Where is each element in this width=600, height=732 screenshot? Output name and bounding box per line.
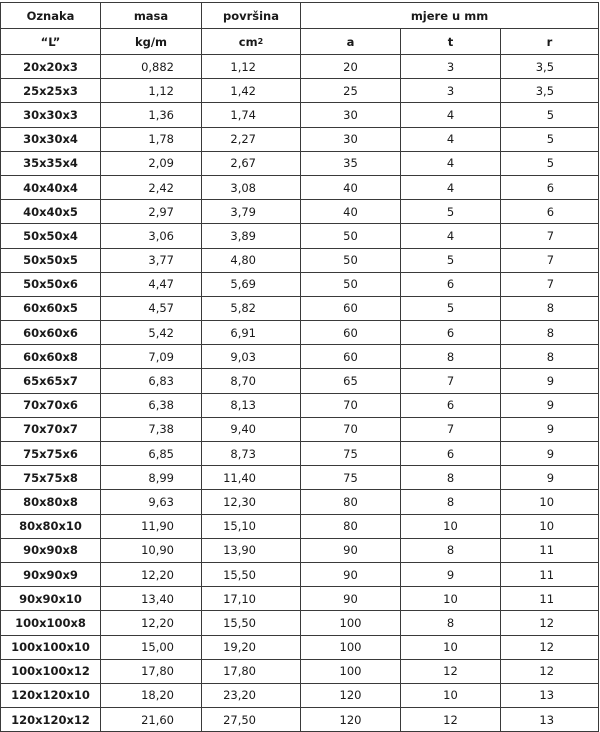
cell-r: 8 [501,345,599,369]
table-row [1,659,599,683]
cell-oznaka: 60x60x8 [1,345,101,369]
table-row [1,248,599,272]
cell-oznaka: 120x120x10 [1,683,101,707]
cell-oznaka: 120x120x12 [1,708,101,732]
cell-masa: 3,06 [101,224,202,248]
table-body [1,55,599,732]
cell-r: 12 [501,659,599,683]
cell-t: 8 [401,345,501,369]
cell-povrsina: 11,40 [202,466,301,490]
header-row-2 [1,29,599,55]
cell-a: 30 [301,103,401,127]
cell-povrsina: 3,79 [202,200,301,224]
cell-povrsina: 5,82 [202,296,301,320]
header-masa: masa [101,3,202,29]
cell-masa: 12,20 [101,611,202,635]
cell-a: 75 [301,442,401,466]
cell-r: 13 [501,683,599,707]
table-row [1,708,599,732]
cell-oznaka: 50x50x5 [1,248,101,272]
table-row [1,466,599,490]
cell-t: 4 [401,224,501,248]
table-row [1,175,599,199]
cell-t: 4 [401,103,501,127]
header-povrsina: površina [202,3,301,29]
table-row [1,635,599,659]
table-row [1,538,599,562]
cell-t: 10 [401,514,501,538]
cell-masa: 4,47 [101,272,202,296]
table-row [1,587,599,611]
cell-oznaka: 65x65x7 [1,369,101,393]
cell-r: 8 [501,296,599,320]
cell-r: 11 [501,587,599,611]
cell-povrsina: 1,12 [202,55,301,79]
cell-r: 9 [501,417,599,441]
cell-povrsina: 1,42 [202,79,301,103]
cell-oznaka: 80x80x10 [1,514,101,538]
cell-r: 5 [501,151,599,175]
table-row [1,490,599,514]
table-row [1,393,599,417]
cell-masa: 4,57 [101,296,202,320]
cell-masa: 2,09 [101,151,202,175]
cell-a: 30 [301,127,401,151]
cell-oznaka: 30x30x3 [1,103,101,127]
cell-r: 6 [501,175,599,199]
cell-oznaka: 70x70x6 [1,393,101,417]
cell-masa: 13,40 [101,587,202,611]
cell-povrsina: 3,89 [202,224,301,248]
table-row [1,79,599,103]
header-row-1 [1,3,599,29]
cell-masa: 7,09 [101,345,202,369]
cell-oznaka: 60x60x6 [1,321,101,345]
cell-masa: 18,20 [101,683,202,707]
header-povrsina-unit [202,29,301,55]
cell-masa: 0,882 [101,55,202,79]
cell-oznaka: 90x90x10 [1,587,101,611]
cell-povrsina: 4,80 [202,248,301,272]
unit-cm: cm [238,34,258,49]
cell-r: 8 [501,321,599,345]
cell-masa: 6,38 [101,393,202,417]
cell-povrsina: 12,30 [202,490,301,514]
cell-oznaka: 90x90x8 [1,538,101,562]
table-row [1,321,599,345]
cell-r: 3,5 [501,55,599,79]
cell-oznaka: 90x90x9 [1,562,101,586]
unit-exponent: 2 [257,36,264,46]
cell-masa: 1,78 [101,127,202,151]
cell-masa: 1,12 [101,79,202,103]
cell-povrsina: 3,08 [202,175,301,199]
cell-povrsina: 6,91 [202,321,301,345]
header-mjere-group: mjere u mm [301,3,599,29]
cell-r: 7 [501,224,599,248]
cell-povrsina: 23,20 [202,683,301,707]
cell-r: 11 [501,562,599,586]
cell-masa: 21,60 [101,708,202,732]
cell-t: 5 [401,296,501,320]
cell-masa: 11,90 [101,514,202,538]
cell-a: 100 [301,659,401,683]
cell-t: 5 [401,200,501,224]
cell-oznaka: 100x100x10 [1,635,101,659]
cell-r: 5 [501,127,599,151]
cell-povrsina: 8,13 [202,393,301,417]
cell-t: 3 [401,55,501,79]
cell-masa: 2,42 [101,175,202,199]
table-row [1,272,599,296]
cell-a: 40 [301,200,401,224]
table-row [1,417,599,441]
cell-t: 6 [401,321,501,345]
cell-a: 80 [301,514,401,538]
cell-t: 6 [401,442,501,466]
cell-r: 9 [501,393,599,417]
cell-masa: 8,99 [101,466,202,490]
table-row [1,369,599,393]
cell-povrsina: 19,20 [202,635,301,659]
cell-a: 90 [301,538,401,562]
cell-a: 50 [301,224,401,248]
cell-povrsina: 27,50 [202,708,301,732]
table-row [1,151,599,175]
header-t: t [401,29,501,55]
profile-table [0,2,599,732]
cell-t: 10 [401,635,501,659]
cell-t: 4 [401,151,501,175]
cell-t: 6 [401,393,501,417]
cell-masa: 7,38 [101,417,202,441]
cell-a: 80 [301,490,401,514]
cell-t: 4 [401,175,501,199]
cell-povrsina: 1,74 [202,103,301,127]
table-row [1,442,599,466]
cell-a: 65 [301,369,401,393]
cell-povrsina: 9,40 [202,417,301,441]
table-row [1,224,599,248]
cell-a: 35 [301,151,401,175]
cell-oznaka: 50x50x4 [1,224,101,248]
cell-povrsina: 2,67 [202,151,301,175]
cell-t: 8 [401,466,501,490]
header-oznaka-l: “L” [1,29,101,55]
cell-oznaka: 75x75x8 [1,466,101,490]
cell-a: 90 [301,562,401,586]
header-masa-unit: kg/m [101,29,202,55]
table-header [1,3,599,55]
cell-oznaka: 40x40x5 [1,200,101,224]
cell-masa: 6,85 [101,442,202,466]
cell-r: 9 [501,466,599,490]
cell-r: 6 [501,200,599,224]
cell-t: 5 [401,248,501,272]
cell-masa: 9,63 [101,490,202,514]
table-row [1,683,599,707]
cell-r: 10 [501,514,599,538]
cell-a: 50 [301,248,401,272]
cell-r: 12 [501,635,599,659]
cell-a: 60 [301,296,401,320]
cell-r: 12 [501,611,599,635]
cell-povrsina: 13,90 [202,538,301,562]
cell-povrsina: 15,50 [202,611,301,635]
cell-oznaka: 75x75x6 [1,442,101,466]
header-oznaka: Oznaka [1,3,101,29]
cell-oznaka: 70x70x7 [1,417,101,441]
cell-t: 7 [401,369,501,393]
cell-povrsina: 8,70 [202,369,301,393]
cell-r: 5 [501,103,599,127]
cell-povrsina: 2,27 [202,127,301,151]
cell-oznaka: 60x60x5 [1,296,101,320]
cell-oznaka: 25x25x3 [1,79,101,103]
cell-a: 120 [301,708,401,732]
cell-masa: 10,90 [101,538,202,562]
cell-povrsina: 15,10 [202,514,301,538]
cell-a: 60 [301,321,401,345]
cell-t: 8 [401,538,501,562]
cell-oznaka: 40x40x4 [1,175,101,199]
cell-t: 12 [401,659,501,683]
cell-a: 90 [301,587,401,611]
cell-r: 11 [501,538,599,562]
cell-povrsina: 5,69 [202,272,301,296]
cell-t: 10 [401,683,501,707]
cell-a: 25 [301,79,401,103]
table-row [1,103,599,127]
table-row [1,55,599,79]
cell-a: 100 [301,635,401,659]
cell-a: 50 [301,272,401,296]
cell-a: 70 [301,417,401,441]
cell-oznaka: 20x20x3 [1,55,101,79]
cell-masa: 5,42 [101,321,202,345]
cell-r: 7 [501,248,599,272]
cell-r: 9 [501,369,599,393]
cell-oznaka: 100x100x12 [1,659,101,683]
cell-a: 120 [301,683,401,707]
cell-a: 100 [301,611,401,635]
cell-masa: 12,20 [101,562,202,586]
cell-oznaka: 50x50x6 [1,272,101,296]
table-row [1,514,599,538]
cell-a: 75 [301,466,401,490]
cell-povrsina: 8,73 [202,442,301,466]
header-a: a [301,29,401,55]
cell-povrsina: 17,10 [202,587,301,611]
cell-povrsina: 15,50 [202,562,301,586]
cell-oznaka: 80x80x8 [1,490,101,514]
cell-t: 6 [401,272,501,296]
table-row [1,562,599,586]
cell-r: 10 [501,490,599,514]
cell-povrsina: 9,03 [202,345,301,369]
cell-t: 8 [401,490,501,514]
cell-masa: 3,77 [101,248,202,272]
cell-masa: 2,97 [101,200,202,224]
header-r: r [501,29,599,55]
table-row [1,296,599,320]
cell-a: 20 [301,55,401,79]
cell-oznaka: 100x100x8 [1,611,101,635]
cell-t: 10 [401,587,501,611]
cell-oznaka: 30x30x4 [1,127,101,151]
cell-a: 70 [301,393,401,417]
table-row [1,200,599,224]
cell-masa: 6,83 [101,369,202,393]
cell-a: 40 [301,175,401,199]
cell-t: 8 [401,611,501,635]
cell-t: 7 [401,417,501,441]
table-row [1,127,599,151]
cell-t: 12 [401,708,501,732]
cell-r: 7 [501,272,599,296]
cell-t: 3 [401,79,501,103]
cell-masa: 17,80 [101,659,202,683]
cell-r: 3,5 [501,79,599,103]
cell-masa: 15,00 [101,635,202,659]
cell-r: 13 [501,708,599,732]
cell-povrsina: 17,80 [202,659,301,683]
cell-masa: 1,36 [101,103,202,127]
cell-r: 9 [501,442,599,466]
table-row [1,611,599,635]
cell-oznaka: 35x35x4 [1,151,101,175]
cell-a: 60 [301,345,401,369]
cell-t: 9 [401,562,501,586]
table-row [1,345,599,369]
cell-t: 4 [401,127,501,151]
